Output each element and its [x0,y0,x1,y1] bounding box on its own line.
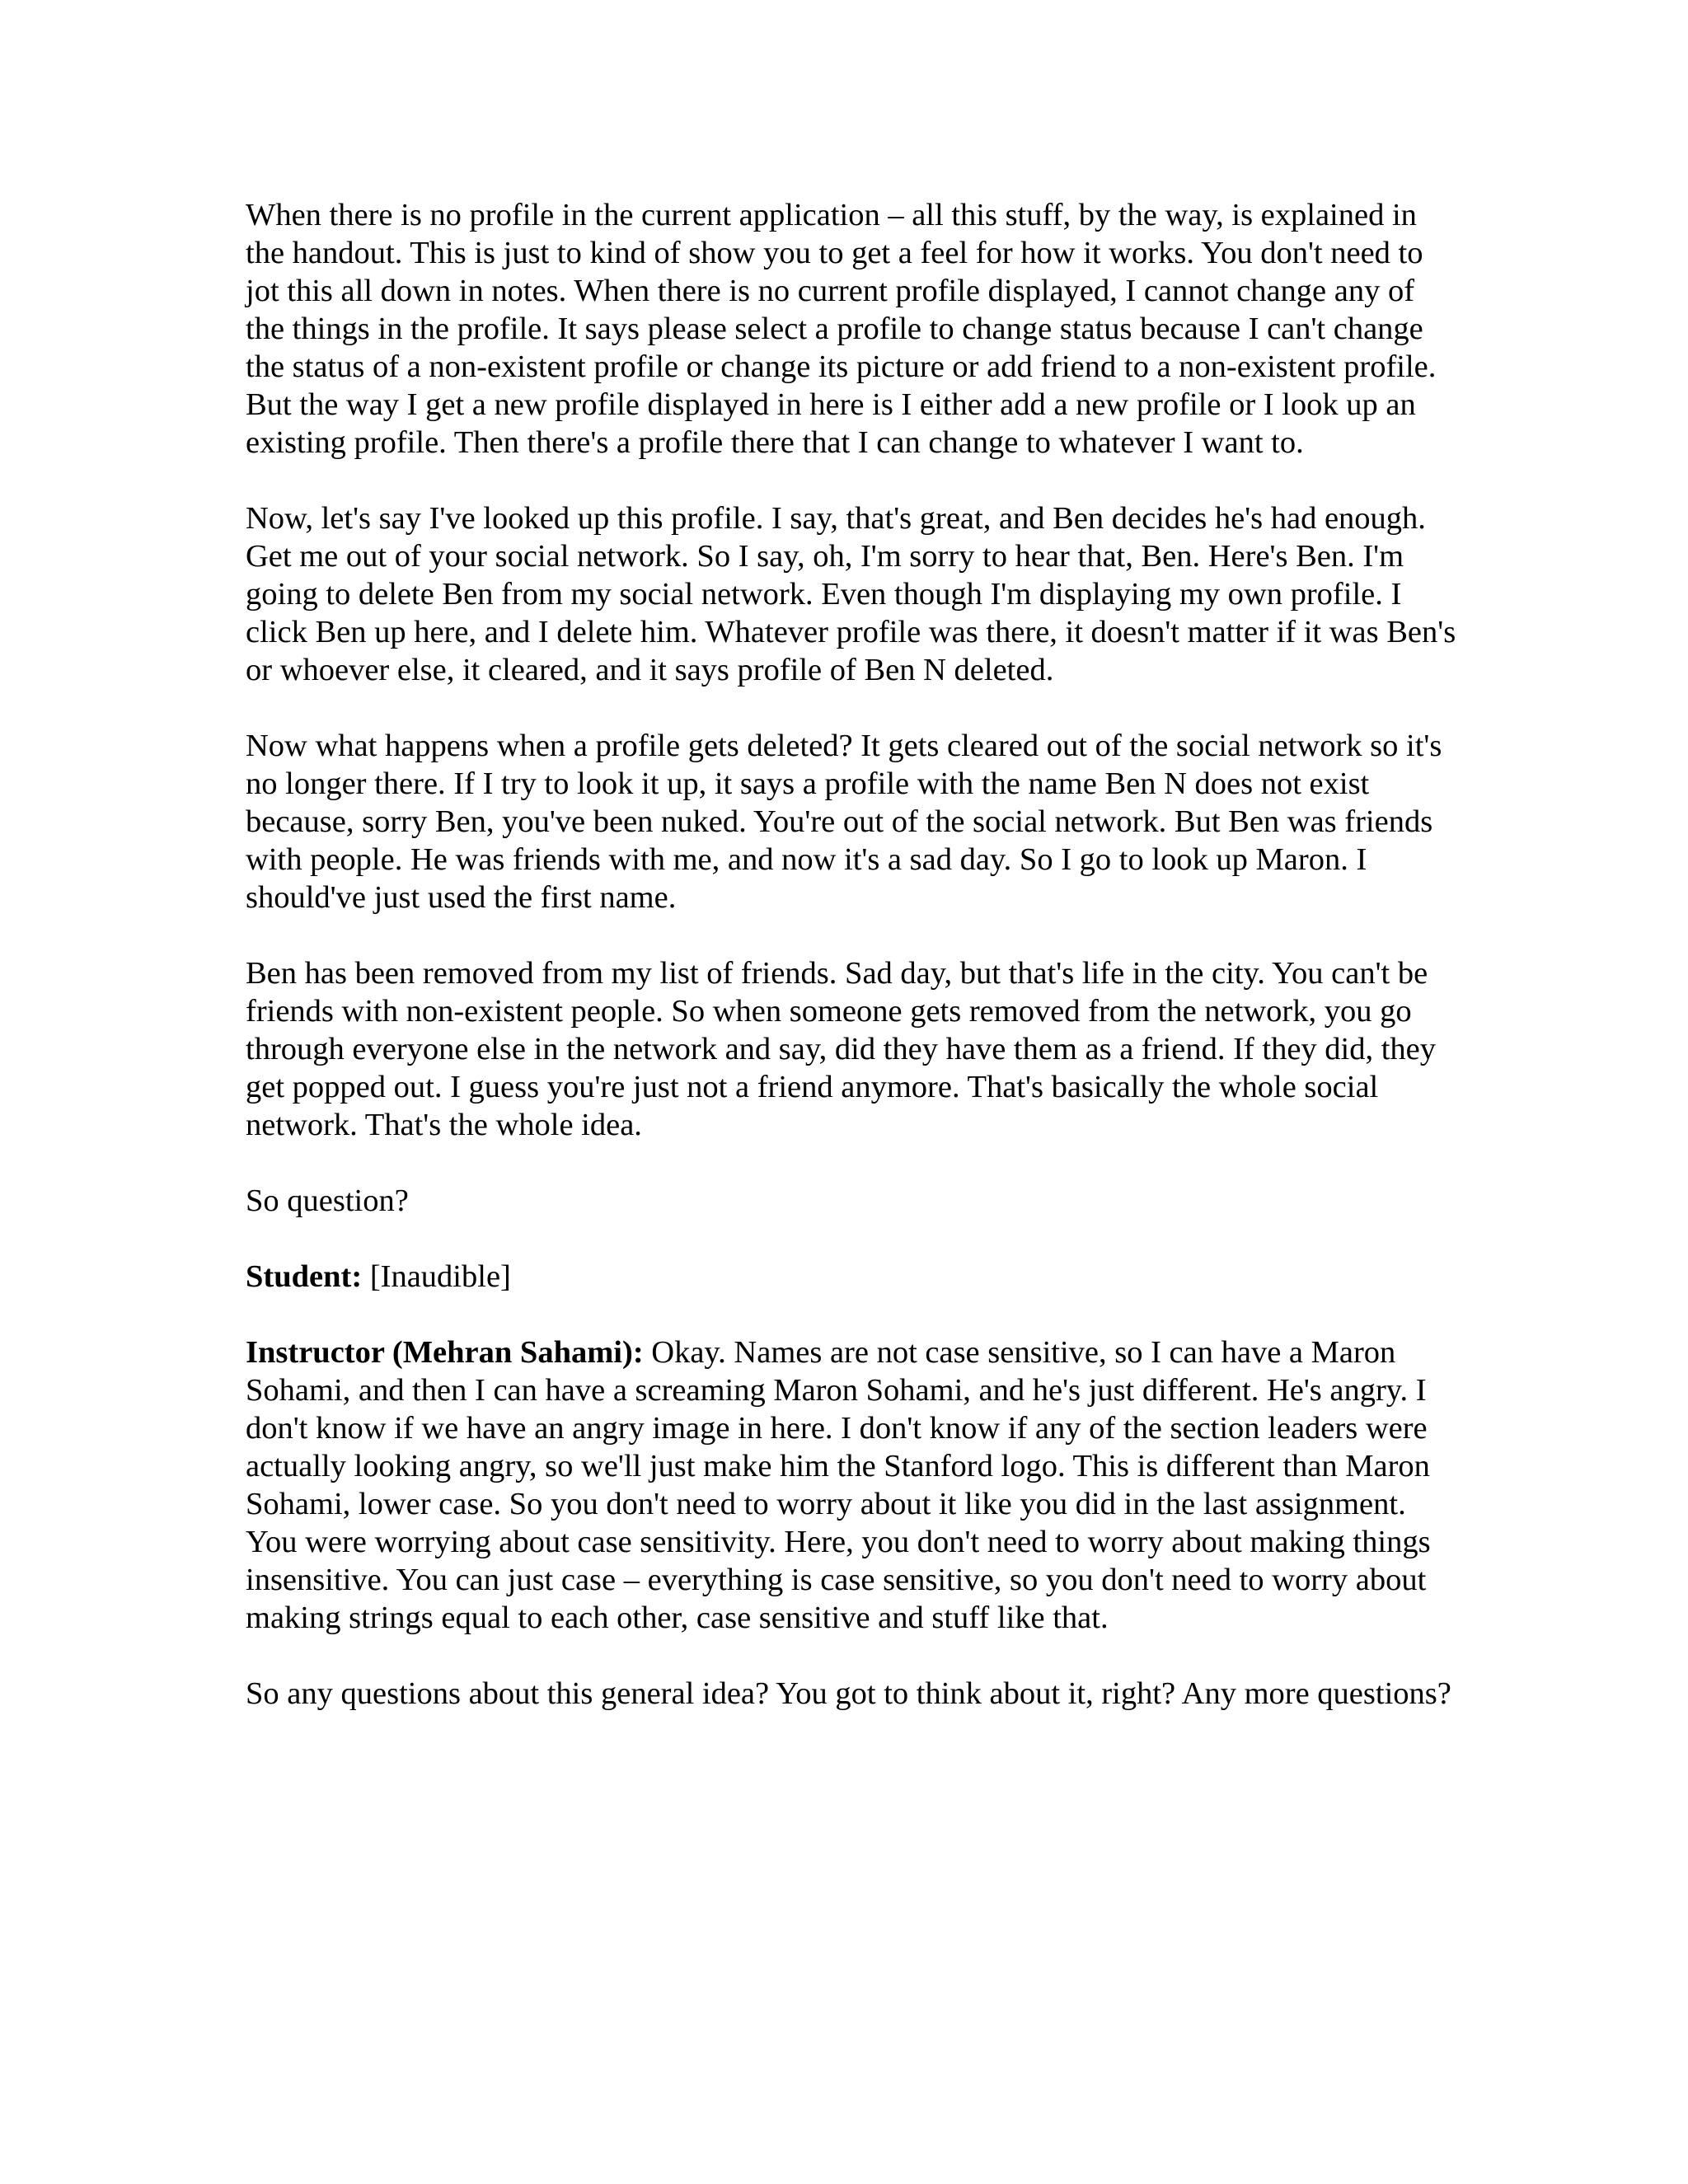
paragraph-text: Okay. Names are not case sensitive, so I can have a Maron Sohami, and then I can have a screaming Maron Sohami, and he's just different. He's angry. I don't know if we have an angry image in here. I don't know if any of the section leaders were actually looking angry, so we'll just make him the Stanford logo. This is different than Maron Sohami, lower case. So you don't need to worry about it like you did in the last assignment. You were worrying about case sensitivity. Here, you don't need to worry about making things insensitive. You can just case – everything is case sensitive, so you don't need to worry about making strings equal to each other, case sensitive and stuff like that. [246,1335,1431,1635]
paragraph-text: So any questions about this general idea? You got to think about it, right? Any more questions? [246,1676,1451,1711]
transcript-paragraph-7 [246,1333,1457,1637]
transcript-page [246,196,1457,1750]
transcript-paragraph-5 [246,1182,1457,1220]
transcript-paragraph-6 [246,1258,1457,1296]
paragraph-text: [Inaudible] [362,1259,511,1294]
transcript-paragraph-1 [246,196,1457,462]
speaker-label: Student: [246,1259,363,1294]
transcript-paragraph-4 [246,954,1457,1144]
paragraph-text: Ben has been removed from my list of friends. Sad day, but that's life in the city. You can't be friends with non-existent people. So when someone gets removed from the network, you go through everyone else in the network and say, did they have them as a friend. If they did, they get popped out. I guess you're just not a friend anymore. That's basically the whole social network. That's the whole idea. [246,956,1437,1142]
paragraph-text: When there is no profile in the current application – all this stuff, by the way, is explained in the handout. This is just to kind of show you to get a feel for how it works. You don't need to jot this all down in notes. When there is no current profile displayed, I cannot change any of the things in the profile. It says please select a profile to change status because I can't change the status of a non-existent profile or change its picture or add friend to a non-existent profile. But the way I get a new profile displayed in here is I either add a new profile or I look up an existing profile. Then there's a profile there that I can change to whatever I want to. [246,198,1437,460]
transcript-paragraph-3 [246,727,1457,916]
paragraph-text: Now what happens when a profile gets deleted? It gets cleared out of the social network so it's no longer there. If I try to look it up, it says a profile with the name Ben N does not exist because, sorry Ben, you've been nuked. You're out of the social network. But Ben was friends with people. He was friends with me, and now it's a sad day. So I go to look up Maron. I should've just used the first name. [246,729,1442,915]
transcript-paragraph-2 [246,499,1457,689]
paragraph-text: So question? [246,1183,409,1218]
paragraph-text: Now, let's say I've looked up this profile. I say, that's great, and Ben decides he's had enough. Get me out of your social network. So I say, oh, I'm sorry to hear that, Ben. Here's Ben. I'm going to delete Ben from my social network. Even though I'm displaying my own profile. I click Ben up here, and I delete him. Whatever profile was there, it doesn't matter if it was Ben's or whoever else, it cleared, and it says profile of Ben N deleted. [246,501,1456,687]
speaker-label: Instructor (Mehran Sahami): [246,1335,644,1370]
transcript-paragraph-8 [246,1675,1457,1713]
